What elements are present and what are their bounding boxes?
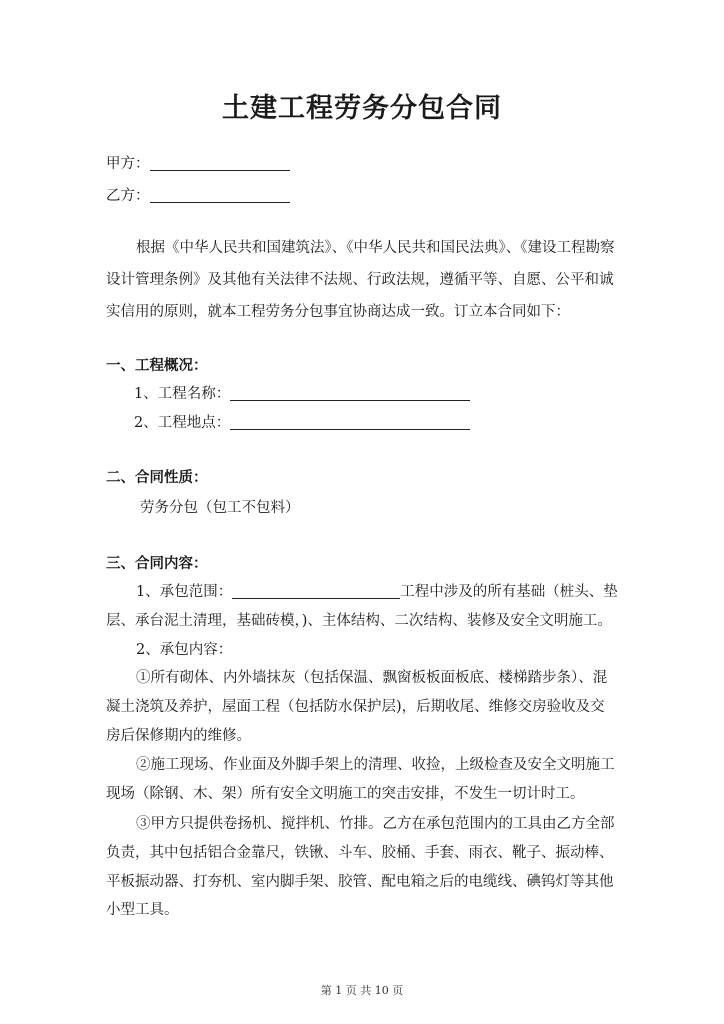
project-name-blank[interactable] — [230, 386, 470, 401]
item3-line-2: 负责，其中包括铝合金靠尺，铁锹、斗车、胶桶、手套、雨衣、靴子、振动棒、 — [106, 845, 614, 861]
project-location-blank[interactable] — [230, 415, 470, 430]
party-a-blank[interactable] — [150, 156, 290, 171]
project-name-label: 1、工程名称： — [134, 386, 231, 402]
party-b-label: 乙方： — [106, 188, 150, 204]
section1-heading: 一、工程概况： — [106, 357, 208, 374]
preamble-line-1: 根据《中华人民共和国建筑法》、《中华人民共和国民法典》、《建设工程勘察 — [136, 240, 615, 256]
preamble-line-3: 实信用的原则，就本工程劳务分包事宜协商达成一致。订立本合同如下： — [106, 304, 570, 320]
scope-blank[interactable] — [232, 584, 400, 599]
item1-line-1: ①所有砌体、内外墙抹灰（包括保温、飘窗板板面板底、楼梯踏步条）、混 — [136, 670, 608, 686]
party-b-blank[interactable] — [150, 188, 290, 203]
item1-line-3: 房后保修期内的维修。 — [106, 728, 251, 744]
scope-line-1 — [136, 582, 656, 602]
section2-heading: 二、合同性质： — [106, 469, 208, 486]
content-label: 2、承包内容： — [136, 642, 233, 658]
party-a-line — [106, 154, 626, 174]
page-footer: 第 1 页 共 10 页 — [320, 984, 404, 997]
party-b-line — [106, 186, 626, 206]
section3-heading: 三、合同内容： — [106, 555, 208, 572]
scope-line-2: 层、承台泥土清理，基础砖模，)、主体结构、二次结构、装修及安全文明施工。 — [106, 613, 612, 629]
item3-line-1: ③甲方只提供卷扬机、搅拌机、竹排。乙方在承包范围内的工具由乙方全部 — [136, 816, 615, 832]
item3-line-3: 平板振动器、打夯机、室内脚手架、胶管、配电箱之后的电缆线、碘钨灯等其他 — [106, 874, 614, 890]
party-a-label: 甲方： — [106, 156, 150, 172]
project-location-label: 2、工程地点： — [134, 415, 231, 431]
project-location-line — [134, 413, 654, 433]
document-title: 土建工程劳务分包合同 — [222, 93, 502, 124]
item2-line-2: 现场（除钢、木、架）所有安全文明施工的突击安排，不发生一切计时工。 — [106, 786, 585, 802]
scope-prefix: 1、承包范围： — [136, 584, 233, 600]
item2-line-1: ②施工现场、作业面及外脚手架上的清理、收捡，上级检查及安全文明施工 — [136, 757, 615, 773]
preamble-line-2: 设计管理条例》及其他有关法律不法规、行政法规，遵循平等、自愿、公平和诚 — [106, 272, 614, 288]
item1-line-2: 凝土浇筑及养护，屋面工程（包括防水保护层)，后期收尾、维修交房验收及交 — [106, 699, 605, 715]
item3-line-4: 小型工具。 — [106, 902, 179, 918]
section2-content: 劳务分包（包工不包料） — [140, 500, 300, 516]
project-name-line — [134, 384, 654, 404]
scope-suffix: 工程中涉及的所有基础（桩头、垫 — [400, 584, 618, 600]
